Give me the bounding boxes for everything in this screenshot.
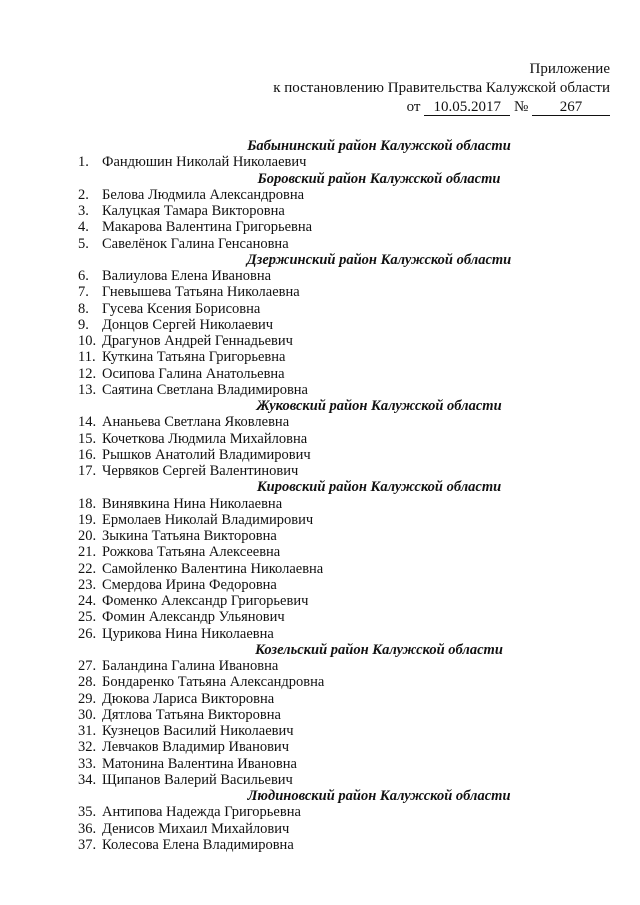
item-number: 17. [78,463,97,479]
person-name: Баландина Галина Ивановна [102,658,279,674]
item-number: 12. [78,365,97,382]
district-heading: Бабынинский район Калужской области [247,138,511,154]
person-name: Червяков Сергей Валентинович [102,463,299,479]
resolution-date-number [273,98,610,117]
item-number: 22. [78,560,97,577]
person-name: Колесова Елена Владимировна [102,836,294,853]
person-name: Куткина Татьяна Григорьевна [102,349,286,366]
item-number: 4. [78,219,89,236]
list-item [78,544,618,560]
item-number: 19. [78,511,97,528]
list-item [78,723,618,739]
item-number: 33. [78,755,97,772]
item-number: 25. [78,609,97,626]
person-name: Валиулова Елена Ивановна [102,268,272,284]
item-number: 1. [78,154,89,171]
person-name: Матонина Валентина Ивановна [102,755,297,772]
item-number: 23. [78,576,97,593]
item-number: 7. [78,284,89,301]
list-item [78,284,618,300]
list-item [78,187,618,203]
person-name: Саятина Светлана Владимировна [102,381,308,398]
list-item [78,219,618,235]
appendix-title: Приложение [529,61,610,77]
person-name: Кочеткова Людмила Михайловна [102,430,308,447]
list-item [78,349,618,365]
list-item [78,561,618,577]
date-label: от [406,99,421,115]
person-name: Денисов Михаил Михайлович [102,820,290,837]
person-name: Дюкова Лариса Викторовна [102,690,275,707]
list-item [78,593,618,609]
person-name: Драгунов Андрей Геннадьевич [102,333,293,349]
item-number: 5. [78,235,89,252]
list-item [78,496,618,512]
person-name: Ермолаев Николай Владимирович [102,511,314,528]
person-name: Рышков Анатолий Владимирович [102,446,311,463]
item-number: 9. [78,316,89,333]
list-item [78,431,618,447]
person-name: Гневышева Татьяна Николаевна [102,284,300,301]
nominee-list [78,138,618,853]
person-name: Белова Людмила Александровна [102,186,305,203]
list-item [78,772,618,788]
item-number: 32. [78,739,97,756]
person-name: Бондаренко Татьяна Александровна [102,674,325,691]
item-number: 8. [78,300,89,317]
list-item [78,268,618,284]
item-number: 10. [78,333,97,349]
list-item [78,691,618,707]
list-item [78,528,618,544]
list-item [78,447,618,463]
item-number: 37. [78,836,97,853]
item-number: 36. [78,820,97,837]
district-heading: Кировский район Калужской области [256,479,502,496]
person-name: Фомин Александр Ульянович [102,609,285,626]
item-number: 27. [78,658,97,674]
person-name: Самойленко Валентина Николаевна [102,560,324,577]
item-number: 30. [78,706,97,723]
item-number: 14. [78,414,97,431]
list-item [78,317,618,333]
list-item [78,382,618,398]
person-name: Фандюшин Николай Николаевич [102,154,307,171]
list-item [78,154,618,170]
list-item [78,821,618,837]
item-number: 26. [78,625,97,642]
resolution-date: 10.05.2017 [424,100,510,116]
list-item [78,236,618,252]
list-item [78,301,618,317]
list-item [78,658,618,674]
list-item [78,674,618,690]
item-number: 28. [78,674,97,691]
person-name: Щипанов Валерий Васильевич [102,771,293,788]
list-item [78,203,618,219]
list-item [78,414,618,430]
item-number: 13. [78,381,97,398]
person-name: Дятлова Татьяна Викторовна [102,706,281,723]
list-item [78,626,618,642]
list-item [78,366,618,382]
item-number: 35. [78,804,97,821]
number-label: № [513,99,529,115]
person-name: Фоменко Александр Григорьевич [102,593,309,609]
person-name: Осипова Галина Анатольевна [102,365,285,382]
district-heading: Людиновский район Калужской области [247,788,511,804]
item-number: 3. [78,203,89,219]
list-item [78,804,618,820]
person-name: Винявкина Нина Николаевна [102,495,283,512]
district-heading: Боровский район Калужской области [257,170,501,187]
resolution-number: 267 [532,100,610,116]
person-name: Левчаков Владимир Иванович [102,739,289,756]
list-item [78,512,618,528]
list-item [78,837,618,853]
item-number: 2. [78,186,89,203]
list-item [78,756,618,772]
person-name: Кузнецов Василий Николаевич [102,723,294,739]
list-item [78,739,618,755]
item-number: 34. [78,771,97,788]
resolution-reference: к постановлению Правительства Калужской области [273,80,610,96]
item-number: 24. [78,593,97,609]
item-number: 15. [78,430,97,447]
item-number: 21. [78,544,97,561]
item-number: 11. [78,349,96,366]
person-name: Донцов Сергей Николаевич [102,316,274,333]
list-item [78,333,618,349]
appendix-header [273,60,610,117]
person-name: Антипова Надежда Григорьевна [102,804,301,821]
list-item [78,463,618,479]
person-name: Ананьева Светлана Яковлевна [102,414,290,431]
person-name: Макарова Валентина Григорьевна [102,219,313,236]
person-name: Савелёнок Галина Генсановна [102,235,289,252]
item-number: 6. [78,268,89,284]
list-item [78,577,618,593]
district-heading: Дзержинский район Калужской области [246,251,512,268]
item-number: 16. [78,446,97,463]
list-item [78,609,618,625]
person-name: Гусева Ксения Борисовна [102,300,261,317]
person-name: Рожкова Татьяна Алексеевна [102,544,281,561]
district-heading: Жуковский район Калужской области [256,398,502,414]
district-heading: Козельский район Калужской области [255,641,503,658]
person-name: Цурикова Нина Николаевна [102,625,274,642]
list-item [78,707,618,723]
item-number: 31. [78,723,97,739]
item-number: 20. [78,528,97,544]
item-number: 29. [78,690,97,707]
person-name: Зыкина Татьяна Викторовна [102,528,277,544]
item-number: 18. [78,495,97,512]
person-name: Смердова Ирина Федоровна [102,576,277,593]
person-name: Калуцкая Тамара Викторовна [102,203,285,219]
